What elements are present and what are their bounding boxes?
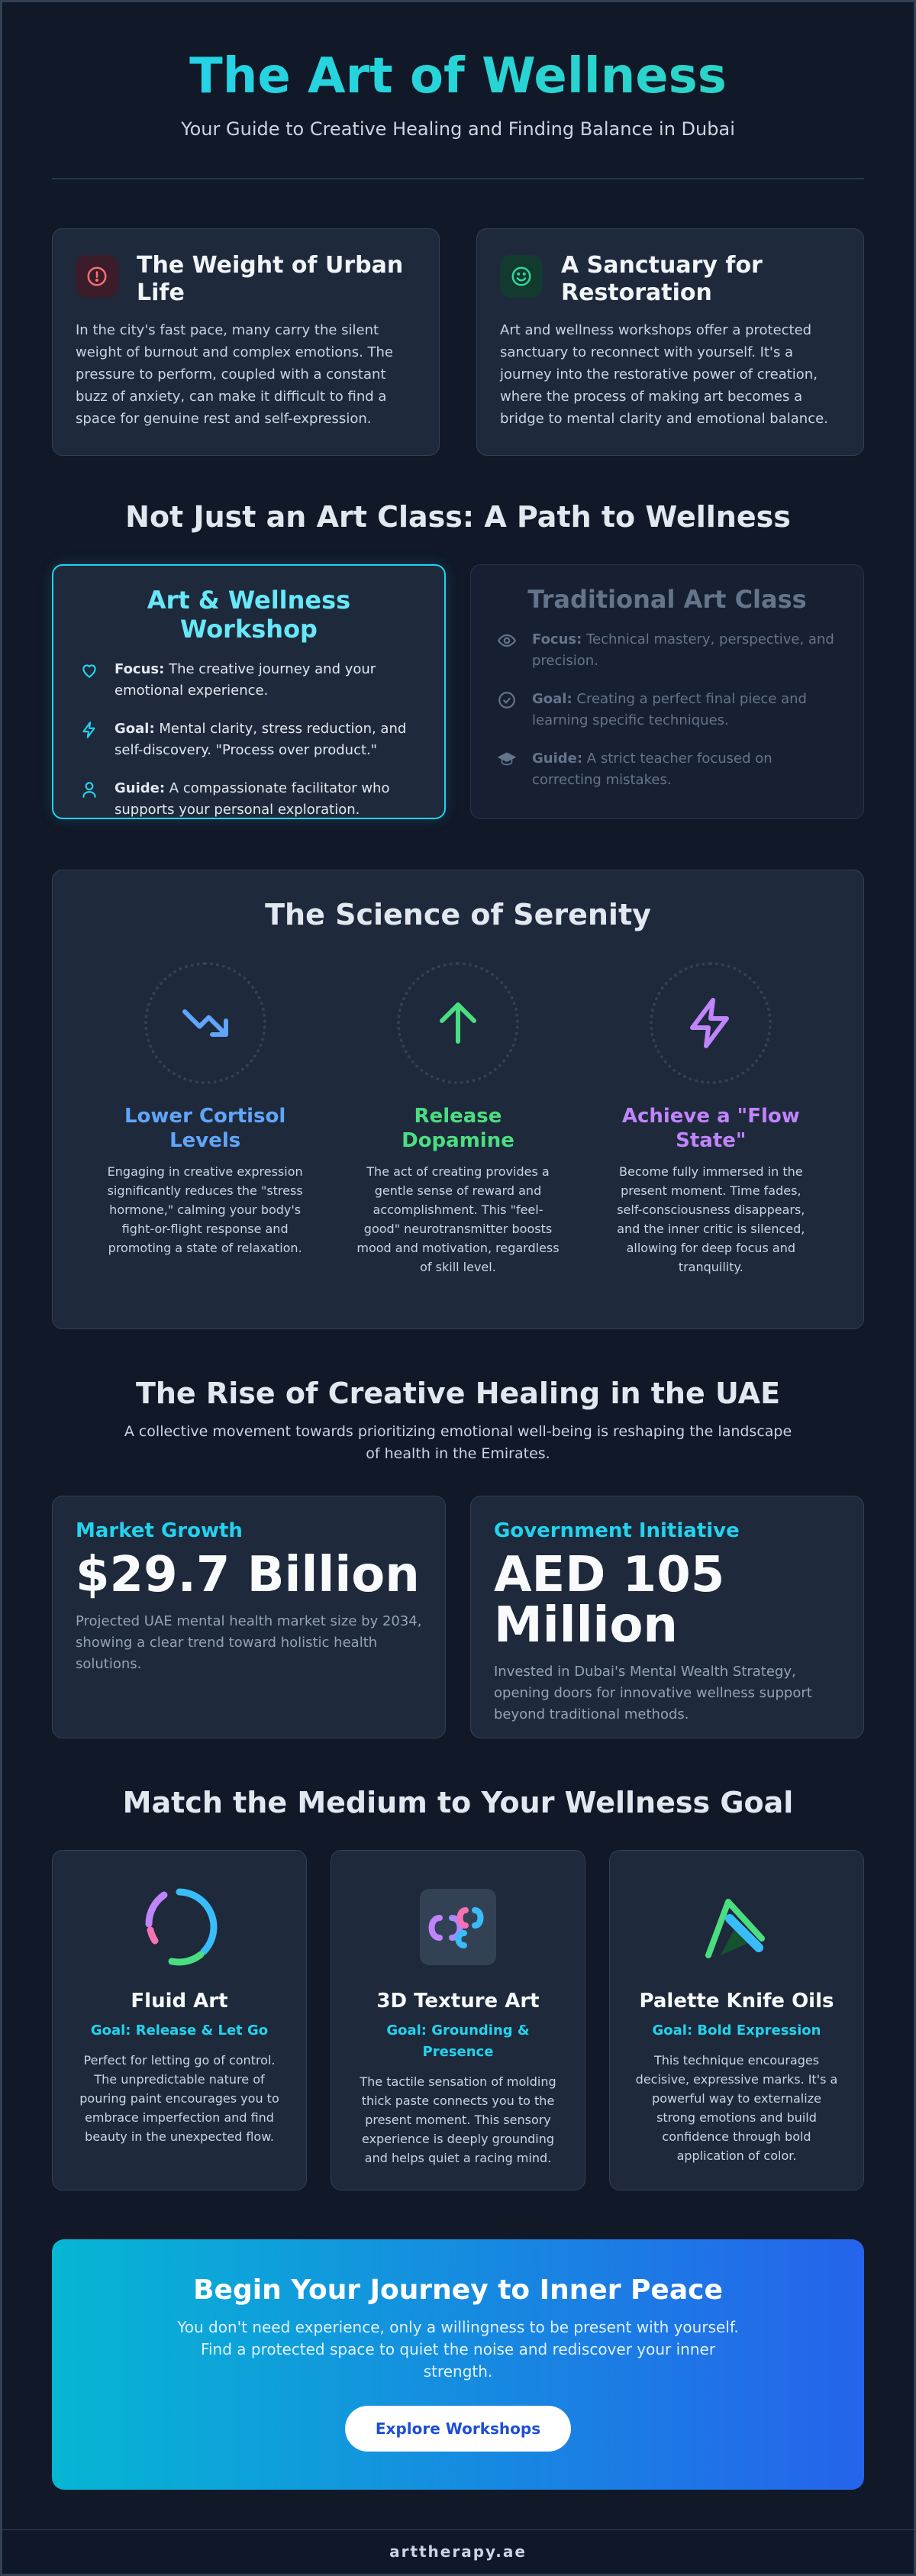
user-icon (79, 780, 101, 802)
arrow-up-icon (397, 962, 519, 1084)
urban-life-body: In the city's fast pace, many carry the silent weight of burnout and complex emotions. The pressure to perform, coupled with a constant buzz of anxiety, can make it difficult to find a space for genuine rest and self-expression. (76, 322, 393, 427)
workshop-focus (79, 659, 418, 702)
workshop-guide (79, 778, 418, 821)
science-section (52, 870, 864, 1329)
uae-title: The Rise of Creative Healing in the UAE (135, 1377, 781, 1410)
page-subtitle: Your Guide to Creative Healing and Finding Balance in Dubai (181, 118, 735, 140)
medium-3d-texture (331, 1850, 585, 2190)
sanctuary-card (476, 228, 864, 456)
science-item-flow (608, 962, 813, 1277)
check-circle-icon (497, 690, 518, 713)
science-title: The Science of Serenity (265, 898, 651, 931)
science-item-dopamine (356, 962, 560, 1277)
workshop-focus-text: The creative journey and your emotional experience. (114, 661, 376, 699)
workshop-title: Art & Wellness Workshop (147, 586, 351, 644)
science-item-title: Lower Cortisol Levels (124, 1105, 286, 1152)
stat-label: Market Growth (76, 1519, 243, 1542)
traditional-guide-label: Guide: (532, 751, 583, 767)
workshop-card (52, 564, 446, 819)
urban-life-card (52, 228, 440, 456)
traditional-focus-text: Technical mastery, perspective, and precision. (532, 631, 834, 669)
trending-down-icon (144, 962, 266, 1084)
main-content (52, 48, 864, 2490)
eye-icon (497, 631, 518, 654)
mediums-title: Match the Medium to Your Wellness Goal (122, 1786, 794, 1819)
traditional-goal-text: Creating a perfect final piece and learning specific techniques. (532, 691, 807, 728)
stats-row (52, 1496, 864, 1738)
urban-life-title: The Weight of Urban Life (137, 252, 404, 306)
fluid-art-icon (74, 1881, 285, 1973)
stat-value: AED 105 Million (494, 1547, 725, 1654)
science-item-title: Release Dopamine (402, 1105, 514, 1152)
traditional-goal (497, 689, 837, 731)
footer (2, 2529, 914, 2574)
science-item-body: Become fully immersed in the present moment. Time fades, self-consciousness disappears, and the inner critic is silenced, allowing for deep focus and tranquility. (617, 1164, 805, 1274)
cta-banner (52, 2239, 864, 2490)
medium-goal: Goal: Release & Let Go (90, 2022, 269, 2039)
cta-title: Begin Your Journey to Inner Peace (193, 2274, 723, 2306)
lightning-icon (650, 962, 772, 1084)
workshop-guide-label: Guide: (114, 780, 166, 796)
medium-body: This technique encourages decisive, expressive marks. It's a powerful way to externalize strong emotions and build confidence through bold application of color. (635, 2053, 838, 2163)
market-growth-card (52, 1496, 446, 1738)
heart-icon (79, 660, 101, 683)
traditional-focus-label: Focus: (532, 631, 582, 647)
science-item-body: Engaging in creative expression significantly reduces the "stress hormone," calming your body's fight-or-flight response and promoting a state of relaxation. (107, 1164, 303, 1255)
workshop-focus-label: Focus: (114, 661, 165, 677)
medium-body: The tactile sensation of molding thick paste connects you to the present moment. This sensory experience is deeply grounding and helps quiet a racing mind. (360, 2074, 556, 2165)
workshop-goal (79, 718, 418, 761)
medium-palette-knife (609, 1850, 864, 2190)
comparison-row (52, 564, 864, 819)
science-item-title: Achieve a "Flow State" (621, 1105, 800, 1152)
workshop-goal-label: Goal: (114, 721, 155, 737)
smile-icon (500, 255, 543, 298)
graduation-cap-icon (497, 750, 518, 773)
zap-icon (79, 720, 101, 743)
traditional-guide (497, 748, 837, 791)
medium-title: 3D Texture Art (376, 1990, 540, 2013)
comparison-title: Not Just an Art Class: A Path to Wellness (125, 500, 791, 534)
medium-title: Palette Knife Oils (639, 1990, 834, 2013)
workshop-guide-text: A compassionate facilitator who supports your personal exploration. (114, 780, 390, 818)
stat-value: $29.7 Billion (76, 1547, 420, 1603)
workshop-goal-text: Mental clarity, stress reduction, and self-discovery. "Process over product." (114, 721, 407, 758)
medium-fluid-art (52, 1850, 307, 2190)
medium-goal: Goal: Bold Expression (652, 2022, 821, 2039)
medium-body: Perfect for letting go of control. The unpredictable nature of pouring paint encourages you to embrace imperfection and find beauty in the unexpected flow. (79, 2053, 279, 2144)
science-item-cortisol (103, 962, 308, 1277)
medium-goal: Goal: Grounding & Presence (386, 2022, 530, 2060)
traditional-focus (497, 629, 837, 672)
texture-art-icon (353, 1881, 563, 1973)
cta-body: You don't need experience, only a willingness to be present with yourself. Find a protected space to quiet the noise and rediscover your inner strength. (177, 2318, 739, 2381)
traditional-guide-text: A strict teacher focused on correcting mistakes. (532, 751, 772, 788)
alert-circle-icon (76, 255, 118, 298)
traditional-title: Traditional Art Class (527, 585, 807, 614)
page-title: The Art of Wellness (52, 48, 864, 105)
mediums-row (52, 1850, 864, 2190)
sanctuary-body: Art and wellness workshops offer a protected sanctuary to reconnect with yourself. It's a journey into the restorative power of creation, where the process of making art becomes a bridge to mental clarity and emotional balance. (500, 322, 828, 427)
stat-body: Projected UAE mental health market size by 2034, showing a clear trend toward holistic health solutions. (76, 1613, 422, 1672)
science-item-body: The act of creating provides a gentle sense of reward and accomplishment. This "feel-good" neurotransmitter boosts mood and motivation, regardless of skill level. (356, 1164, 560, 1274)
footer-domain[interactable]: arttherapy.ae (389, 2542, 527, 2561)
palette-knife-icon (631, 1881, 842, 1973)
government-initiative-card (470, 1496, 864, 1738)
stat-label: Government Initiative (494, 1519, 740, 1542)
traditional-goal-label: Goal: (532, 691, 572, 707)
explore-workshops-button[interactable]: Explore Workshops (345, 2406, 571, 2452)
intro-cards (52, 228, 864, 456)
uae-subtitle: A collective movement towards prioritizing emotional well-being is reshaping the landscape of health in the Emirates. (124, 1423, 792, 1462)
traditional-card (470, 564, 864, 819)
sanctuary-title: A Sanctuary for Restoration (561, 252, 763, 306)
stat-body: Invested in Dubai's Mental Wealth Strategy, opening doors for innovative wellness support beyond traditional methods. (494, 1664, 812, 1722)
header-divider (52, 178, 864, 179)
medium-title: Fluid Art (131, 1990, 228, 2013)
